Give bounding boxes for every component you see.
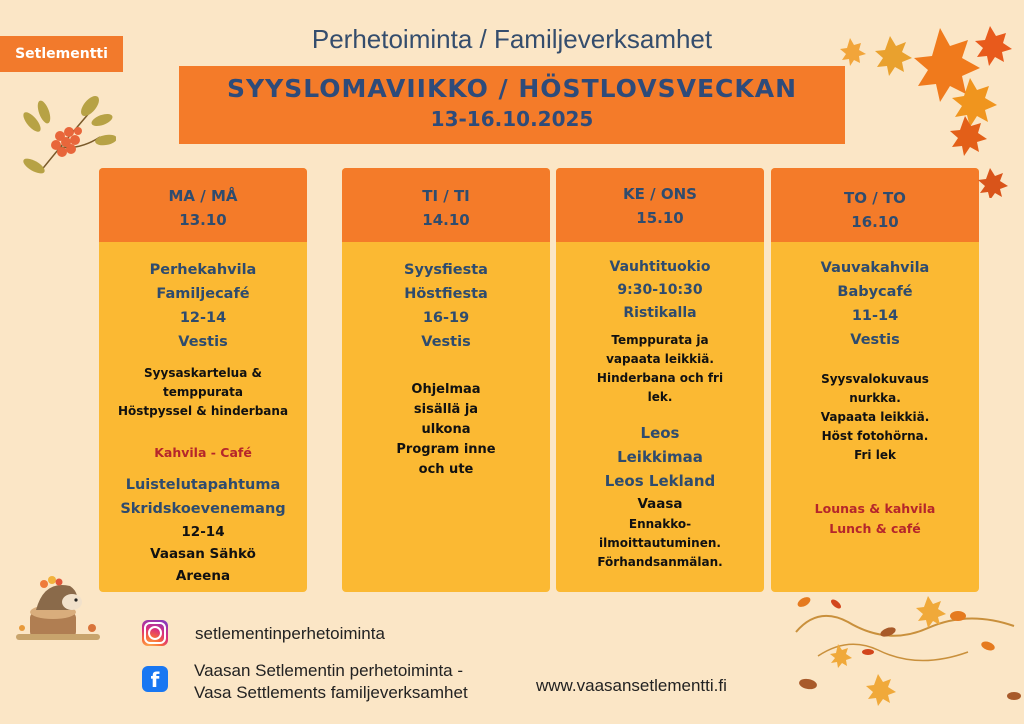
day-header: [99, 168, 307, 242]
event-description: Ohjelmaa: [411, 382, 481, 397]
day-column-tuesday: [342, 168, 550, 592]
event-title: Syysfiesta: [404, 262, 488, 278]
event-title: Höstfiesta: [404, 286, 488, 302]
rowan-berries-illustration: [20, 92, 116, 188]
instagram-handle[interactable]: setlementinperhetoiminta: [195, 624, 385, 643]
event-title: Skridskoevenemang: [120, 501, 286, 517]
facebook-line-2: Vasa Settlements familjeverksamhet: [194, 683, 468, 702]
day-date: 15.10: [636, 209, 684, 227]
event-description: temppurata: [163, 385, 243, 399]
brand-badge: Setlementti: [0, 36, 123, 72]
event-description: Syysaskartelua &: [144, 366, 262, 380]
event-description: Hinderbana och fri: [596, 371, 724, 385]
event-description: ulkona: [421, 422, 471, 437]
event-time: 9:30-10:30: [617, 282, 703, 298]
event-time: 16-19: [422, 310, 470, 326]
day-column-wednesday: [556, 168, 764, 592]
event-location: Areena: [175, 568, 231, 584]
page-title: Perhetoiminta / Familjeverksamhet: [311, 24, 713, 54]
event-location: Ristikalla: [623, 305, 697, 321]
event-description: Program inne: [396, 442, 496, 457]
event-location: Vestis: [850, 332, 900, 348]
event-location: Vestis: [178, 334, 228, 350]
event-description: lek.: [647, 390, 673, 404]
day-name: TI / TI: [422, 187, 470, 205]
event-description: Förhandsanmälan.: [597, 555, 723, 569]
event-time: 11-14: [851, 308, 899, 324]
event-description: Vapaata leikkiä.: [820, 410, 930, 424]
banner-heading: SYYSLOMAVIIKKO / HÖSTLOVSVECKAN: [226, 74, 798, 103]
event-title: Leikkimaa: [617, 448, 703, 466]
day-date: 13.10: [179, 211, 227, 229]
hedgehog-illustration: [14, 568, 104, 644]
event-description: Höst fotohörna.: [821, 429, 929, 443]
website-link[interactable]: www.vaasansetlementti.fi: [536, 676, 727, 695]
facebook-page-name[interactable]: [194, 660, 468, 704]
day-date: 16.10: [851, 213, 899, 231]
event-description: vapaata leikkiä.: [606, 352, 714, 366]
day-name: MA / MÅ: [168, 187, 238, 205]
day-name: TO / TO: [844, 189, 906, 207]
banner-dates: 13-16.10.2025: [430, 107, 594, 131]
event-description: sisällä ja: [413, 402, 479, 417]
event-time: 12-14: [181, 524, 225, 540]
event-title: Vauvakahvila: [820, 260, 930, 276]
event-description: Syysvalokuvaus: [821, 372, 929, 386]
autumn-leaves-illustration: [840, 18, 1024, 198]
day-header: [342, 168, 550, 242]
event-description: nurkka.: [849, 391, 901, 405]
event-title: Leos: [640, 424, 680, 442]
event-time: 12-14: [179, 310, 227, 326]
instagram-icon[interactable]: [142, 620, 168, 646]
day-date: 14.10: [422, 211, 470, 229]
day-column-monday: [99, 168, 307, 592]
day-name: KE / ONS: [623, 185, 697, 203]
facebook-line-1: Vaasan Setlementin perhetoiminta -: [194, 661, 464, 680]
event-description: Fri lek: [854, 448, 896, 462]
event-note: Lounas & kahvila: [814, 501, 936, 516]
event-location: Vaasan Sähkö: [150, 546, 256, 562]
event-title: Babycafé: [837, 284, 913, 300]
event-title: Luistelutapahtuma: [125, 477, 281, 493]
event-title: Vauhtituokio: [609, 259, 711, 275]
day-column-thursday: [771, 168, 979, 592]
facebook-icon[interactable]: f: [142, 666, 168, 692]
event-description: och ute: [418, 462, 474, 477]
event-location: Vaasa: [637, 496, 683, 512]
event-description: ilmoittautuminen.: [599, 536, 721, 550]
event-title: Leos Lekland: [604, 472, 716, 490]
event-note: Kahvila - Café: [154, 445, 252, 460]
event-description: Temppurata ja: [611, 333, 709, 347]
day-header: [556, 168, 764, 242]
leaf-swirl-illustration: [778, 586, 1024, 714]
event-note: Lunch & café: [829, 521, 921, 536]
banner: [179, 66, 845, 144]
event-location: Vestis: [421, 334, 471, 350]
event-title: Perhekahvila: [149, 262, 257, 278]
event-description: Höstpyssel & hinderbana: [117, 404, 289, 418]
event-title: Familjecafé: [156, 286, 250, 302]
event-description: Ennakko-: [628, 517, 692, 531]
